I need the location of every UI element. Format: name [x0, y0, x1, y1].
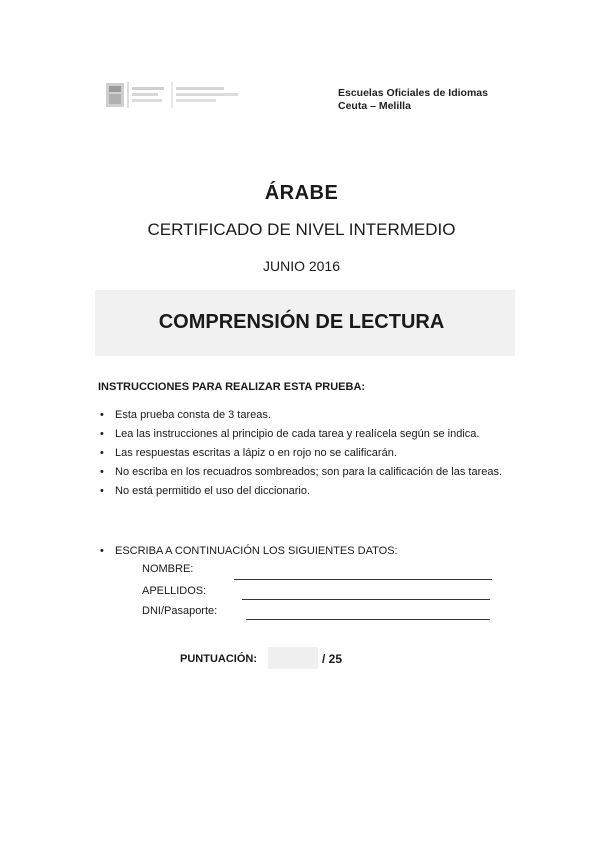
instructions-heading: INSTRUCCIONES PARA REALIZAR ESTA PRUEBA:	[98, 381, 366, 393]
instruction-text: Esta prueba consta de 3 tareas.	[115, 409, 271, 421]
spain-government-seal-icon	[102, 80, 252, 110]
bullet-icon: •	[100, 447, 104, 459]
candidate-heading-text: ESCRIBA A CONTINUACIÓN LOS SIGUIENTES DATOS:	[115, 545, 398, 557]
instruction-text: Las respuestas escritas a lápiz o en rojo no se calificarán.	[115, 447, 397, 459]
surname-field[interactable]	[242, 599, 490, 600]
list-item	[98, 446, 514, 460]
list-item	[98, 408, 514, 422]
list-item	[98, 484, 514, 498]
exam-language-title: ÁRABE	[264, 182, 339, 204]
institution-line-2: Ceuta – Melilla	[338, 100, 411, 112]
id-field[interactable]	[246, 619, 490, 620]
bullet-icon: •	[100, 409, 104, 421]
score-label: PUNTUACIÓN:	[180, 653, 257, 665]
ministry-logo	[102, 80, 252, 110]
instruction-text: No escriba en los recuadros sombreados; son para la calificación de las tareas.	[115, 466, 503, 478]
section-title: COMPRENSIÓN DE LECTURA	[158, 311, 445, 333]
score-total: / 25	[322, 652, 343, 666]
candidate-data-heading	[98, 545, 514, 557]
name-field[interactable]	[234, 579, 492, 580]
list-item	[98, 427, 514, 441]
instruction-text: No está permitido el uso del diccionario.	[115, 485, 311, 497]
list-item	[98, 465, 514, 479]
bullet-icon: •	[100, 485, 104, 497]
certificate-level: CERTIFICADO DE NIVEL INTERMEDIO	[147, 220, 456, 239]
id-label: DNI/Pasaporte:	[142, 605, 218, 617]
score-box	[268, 647, 318, 669]
exam-date: JUNIO 2016	[262, 258, 341, 274]
institution-line-1: Escuelas Oficiales de Idiomas	[338, 87, 488, 99]
instructions-list	[98, 408, 514, 503]
candidate-data-section	[98, 545, 514, 557]
institution-name	[338, 87, 488, 113]
bullet-icon: •	[100, 428, 104, 440]
surname-label: APELLIDOS:	[142, 585, 207, 597]
name-label: NOMBRE:	[142, 563, 194, 575]
instruction-text: Lea las instrucciones al principio de cada tarea y realícela según se indica.	[115, 428, 480, 440]
bullet-icon: •	[100, 545, 104, 557]
bullet-icon: •	[100, 466, 104, 478]
